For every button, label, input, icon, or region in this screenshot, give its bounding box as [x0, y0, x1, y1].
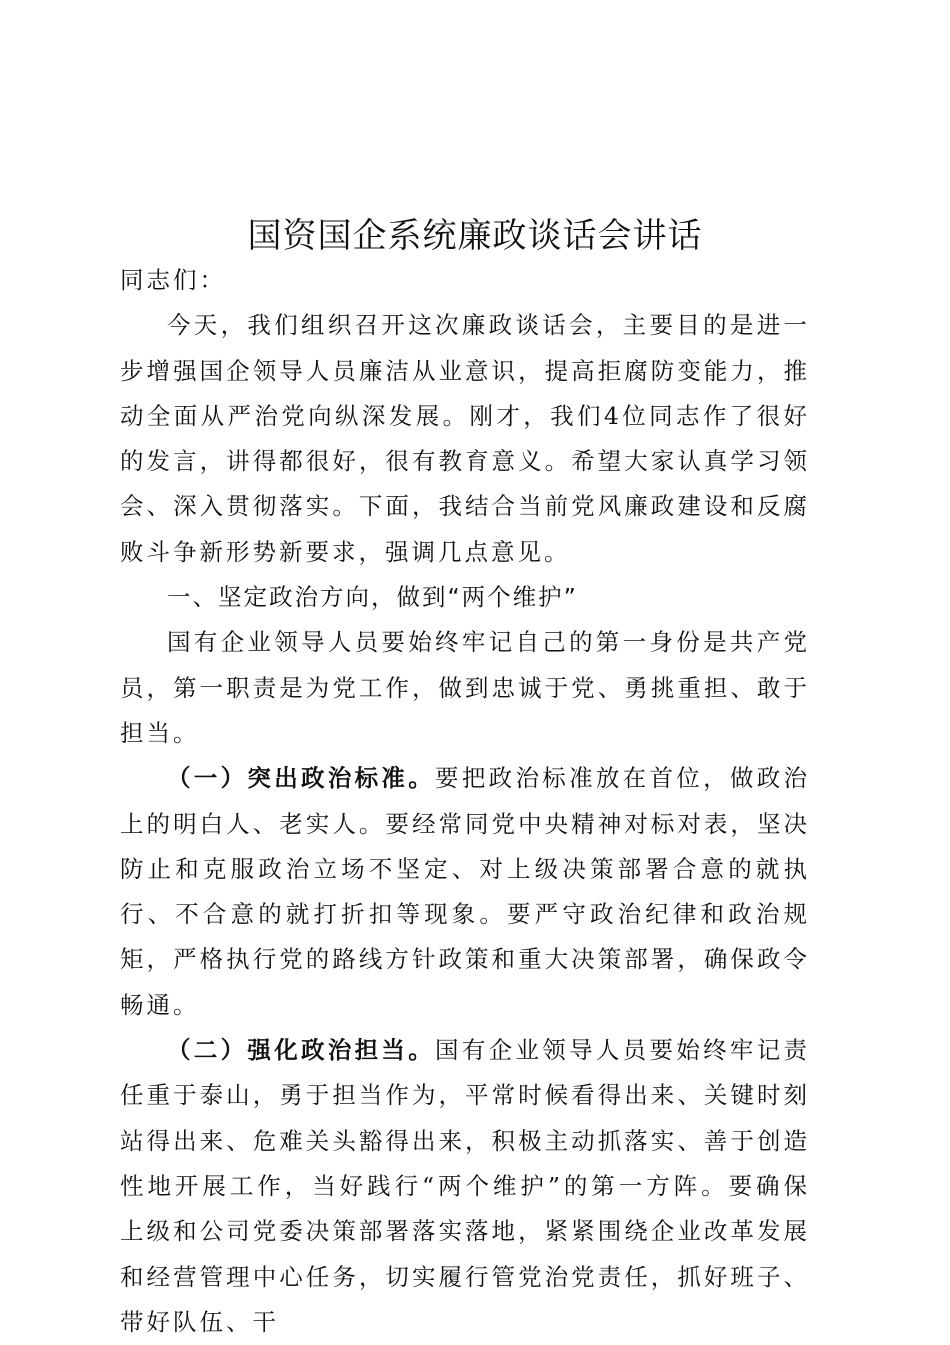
point-text-2: 国有企业领导人员要始终牢记责任重于泰山，勇于担当作为，平常时候看得出来、关键时刻站得出来、危难关头豁得出来，积极主动抓落实、善于创造性地开展工作，当好践行“两个维护”的第一方阵。要确保上级和公司党委决策部署落实落地，紧紧围绕企业改革发展和经营管理中心任务，切实履行管党治党责任，抓好班子、带好队伍、干: [120, 1036, 811, 1336]
intro-paragraph: 今天，我们组织召开这次廉政谈话会，主要目的是进一步增强国企领导人员廉洁从业意识，提高拒腐防变能力，推动全面从严治党向纵深发展。刚才，我们4位同志作了很好的发言，讲得都很好，很有教育意义。希望大家认真学习领会、深入贯彻落实。下面，我结合当前党风廉政建设和反腐败斗争新形势新要求，强调几点意见。: [120, 311, 810, 566]
section-heading: 一、坚定政治方向，做到“两个维护”: [167, 583, 578, 612]
document-title: 国资国企系统廉政谈话会讲话: [247, 216, 703, 256]
point-paragraph-1: [120, 756, 810, 1028]
point-lead-1: （一）突出政治标准。: [167, 764, 436, 793]
salutation: 同志们：: [120, 266, 226, 294]
document-body: [120, 258, 810, 1345]
point-text-1: 要把政治标准放在首位，做政治上的明白人、老实人。要经常同党中央精神对标对表，坚决防止和克服政治立场不坚定、对上级决策部署合意的就执行、不合意的就打折扣等现象。要严守政治纪律和政治规矩，严格执行党的路线方针政策和重大决策部署，确保政令畅通。: [120, 764, 811, 1019]
section-overview-paragraph: 国有企业领导人员要始终牢记自己的第一身份是共产党员，第一职责是为党工作，做到忠诚于党、勇挑重担、敢于担当。: [120, 628, 810, 747]
point-lead-2: （二）强化政治担当。: [167, 1036, 436, 1065]
point-paragraph-2: [120, 1028, 810, 1345]
